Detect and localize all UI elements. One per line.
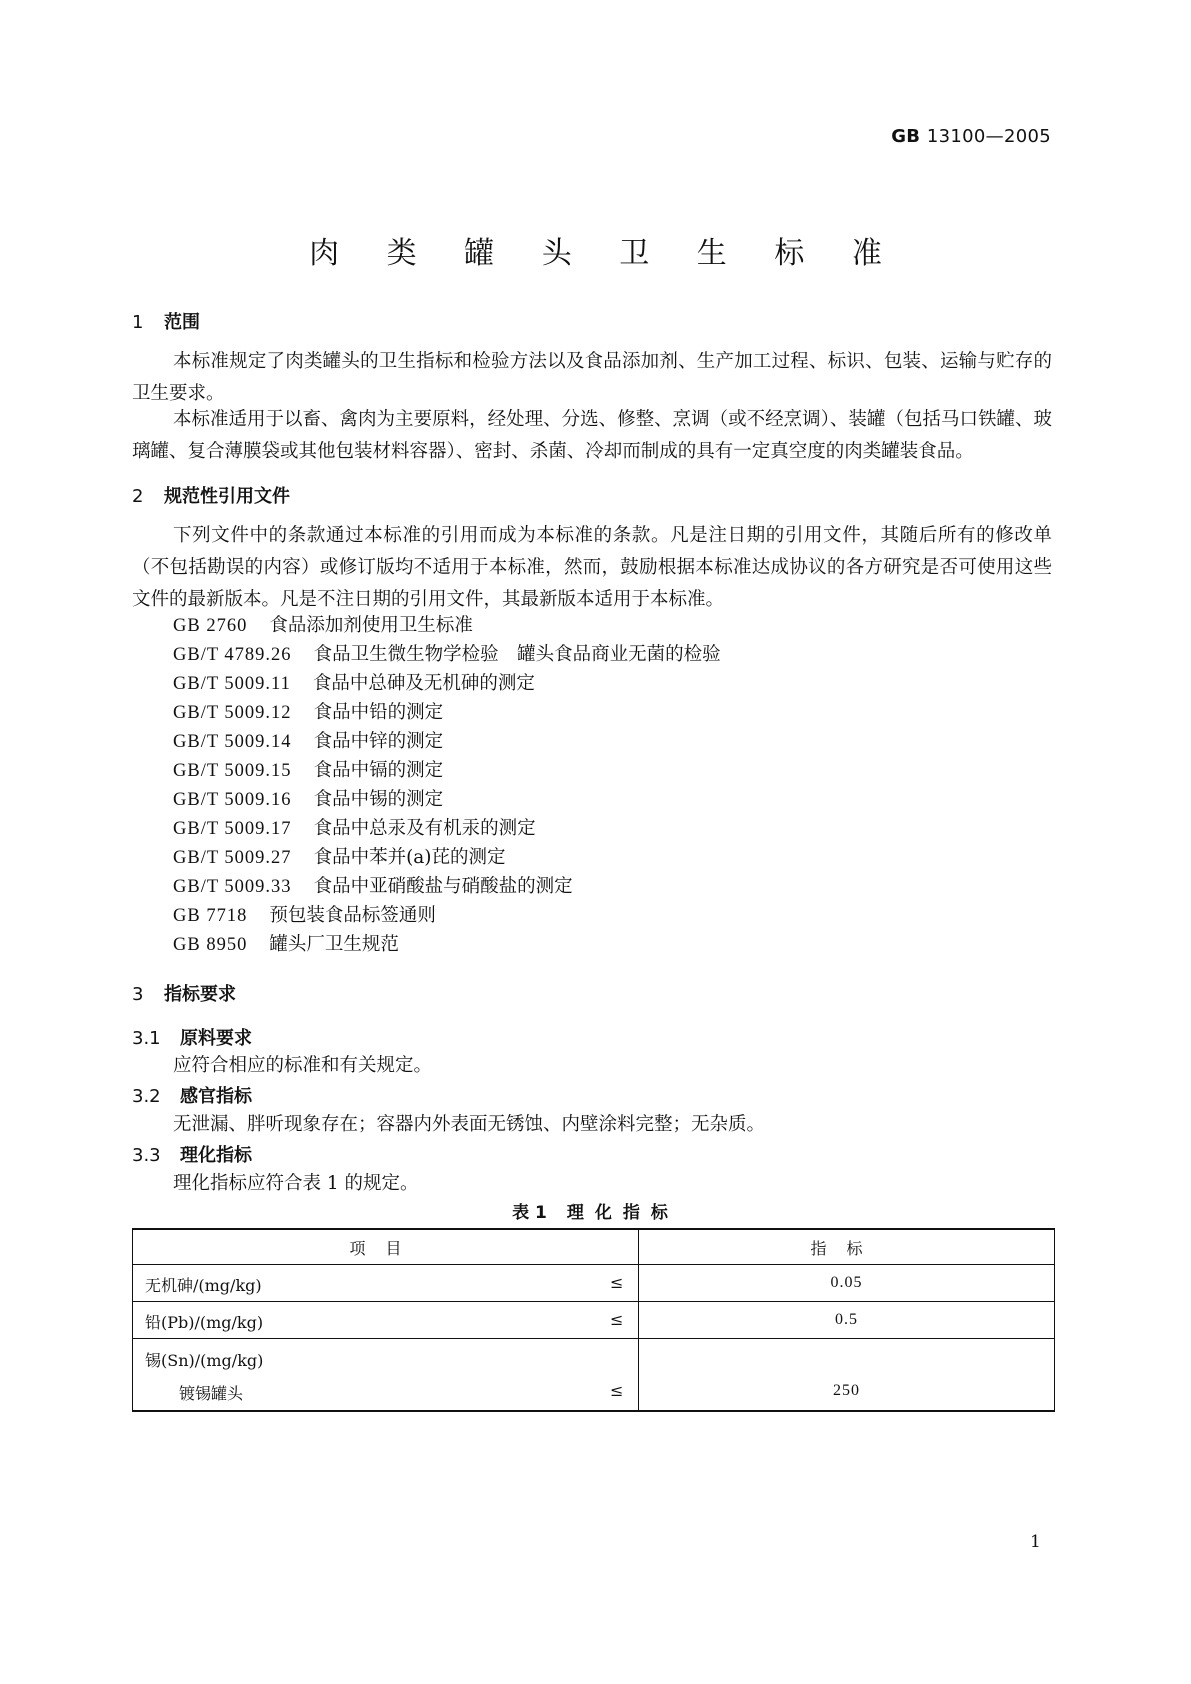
reference-item [173,755,443,787]
reference-code: GB/T 5009.11 [173,674,291,694]
table-cell-item [133,1265,639,1302]
item-label: 无机砷/(mg/kg) [145,1276,262,1295]
reference-item [173,813,536,845]
reference-code: GB/T 4789.26 [173,645,292,665]
section-number: 3 [132,984,144,1005]
table-row [133,1302,1055,1339]
section-number: 1 [132,312,144,333]
table-header-item: 项目 [133,1229,639,1265]
reference-code: GB/T 5009.27 [173,848,292,868]
section-1-paragraph-1: 本标准规定了肉类罐头的卫生指标和检验方法以及食品添加剂、生产加工过程、标识、包装、运输与贮存的卫生要求。 [132,351,1052,404]
page-number: 1 [1030,1532,1041,1552]
item-label: 铅(Pb)/(mg/kg) [145,1313,264,1332]
section-3-3-heading [132,1141,252,1167]
reference-code: GB/T 5009.17 [173,819,292,839]
item-sublabel: 镀锡罐头 [179,1384,244,1403]
reference-code: GB/T 5009.33 [173,877,292,897]
reference-code: GB 7718 [173,906,248,926]
reference-name: 食品中铅的测定 [313,702,444,723]
less-equal-symbol: ≤ [610,1381,624,1400]
section-3-heading [132,980,236,1006]
section-title: 感官指标 [180,1086,252,1107]
document-title: 肉 类 罐 头 卫 生 标 准 [309,236,901,271]
less-equal-symbol: ≤ [610,1310,624,1329]
reference-item [173,726,443,758]
reference-name: 食品中苯并(a)芘的测定 [313,847,506,868]
reference-name: 食品中镉的测定 [313,760,444,781]
table-cell-item [133,1339,639,1412]
table-header-value: 指标 [639,1229,1055,1265]
reference-code: GB/T 5009.14 [173,732,292,752]
reference-code: GB 8950 [173,935,248,955]
section-title: 理化指标 [180,1145,252,1166]
reference-name: 食品中总砷及无机砷的测定 [312,673,535,694]
section-3-2-heading [132,1082,252,1108]
table-cell-value: 250 [639,1339,1055,1412]
reference-item [173,784,443,816]
table-header-row [133,1229,1055,1265]
table-cell-item [133,1302,639,1339]
section-title: 原料要求 [180,1028,252,1049]
standard-code: 13100—2005 [926,126,1051,147]
section-title: 规范性引用文件 [164,486,290,507]
reference-item [173,871,573,903]
table-row [133,1265,1055,1302]
reference-name: 食品中锌的测定 [313,731,444,752]
reference-item [173,929,399,961]
reference-name: 食品卫生微生物学检验 罐头食品商业无菌的检验 [313,644,721,665]
section-number: 3.3 [132,1145,161,1166]
reference-item [173,610,473,642]
section-1-heading [132,308,200,334]
section-3-1-heading [132,1024,252,1050]
reference-item [173,842,506,874]
section-1-paragraph-2: 本标准适用于以畜、禽肉为主要原料，经处理、分选、修整、烹调（或不经烹调）、装罐（包括马口铁罐、玻璃罐、复合薄膜袋或其他包装材料容器）、密封、杀菌、冷却而制成的具有一定真空度的肉类罐装食品。 [132,409,1052,462]
reference-name: 食品中锡的测定 [313,789,444,810]
standard-prefix: GB [891,126,921,147]
section-3-3-text: 理化指标应符合表 1 的规定。 [173,1173,419,1194]
reference-code: GB/T 5009.12 [173,703,292,723]
reference-code: GB/T 5009.16 [173,790,292,810]
physicochemical-table [132,1228,1055,1412]
reference-item [173,900,436,932]
table-caption [0,1198,1191,1223]
standard-number [891,126,1051,147]
section-3-1-text: 应符合相应的标准和有关规定。 [173,1055,433,1076]
reference-code: GB/T 5009.15 [173,761,292,781]
reference-name: 食品添加剂使用卫生标准 [269,615,473,636]
table-caption-prefix: 表 1 [512,1203,547,1223]
table-cell-value: 0.5 [639,1302,1055,1339]
reference-code: GB 2760 [173,616,248,636]
section-number: 3.1 [132,1028,161,1049]
reference-item [173,639,721,671]
reference-item [173,697,443,729]
section-number: 2 [132,486,144,507]
item-label: 锡(Sn)/(mg/kg) [145,1351,264,1370]
less-equal-symbol: ≤ [610,1273,624,1292]
table-row [133,1339,1055,1412]
section-title: 指标要求 [164,984,236,1005]
reference-name: 食品中总汞及有机汞的测定 [313,818,536,839]
section-3-2-text: 无泄漏、胖听现象存在；容器内外表面无锈蚀、内壁涂料完整；无杂质。 [173,1114,766,1135]
section-2-paragraph: 下列文件中的条款通过本标准的引用而成为本标准的条款。凡是注日期的引用文件，其随后所有的修改单（不包括勘误的内容）或修订版均不适用于本标准，然而，鼓励根据本标准达成协议的各方研究是否可使用这些文件的最新版本。凡是不注日期的引用文件，其最新版本适用于本标准。 [132,525,1052,610]
reference-item [173,668,535,700]
reference-name: 食品中亚硝酸盐与硝酸盐的测定 [313,876,573,897]
section-number: 3.2 [132,1086,161,1107]
table-cell-value: 0.05 [639,1265,1055,1302]
reference-name: 罐头厂卫生规范 [269,934,399,955]
section-2-heading [132,482,290,508]
reference-name: 预包装食品标签通则 [269,905,436,926]
table-caption-title: 理化指标 [566,1203,679,1223]
section-title: 范围 [164,312,200,333]
